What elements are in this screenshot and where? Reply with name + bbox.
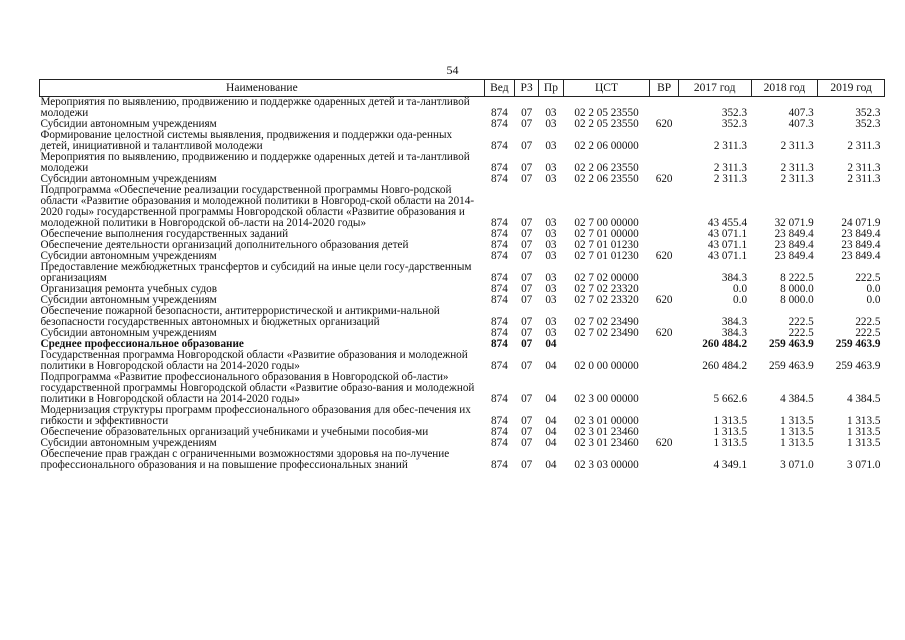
cell-pr: 04 [545,437,557,449]
cell-rz: 07 [521,338,533,350]
cell-ved: 874 [491,426,508,438]
cell-ved: 874 [491,217,508,229]
cell-rz: 07 [521,217,533,229]
cell-name: Субсидии автономным учреждениям [40,327,217,339]
cell-pr: 04 [545,426,557,438]
cell-ved: 874 [491,118,508,130]
cell-name: Обеспечение деятельности организаций дополнительного образования детей [40,239,409,251]
page-number: 54 [446,63,459,77]
cell-2018: 1 313.5 [780,437,814,449]
cell-pr: 03 [545,283,557,295]
cell-2018: 32 071.9 [774,217,814,229]
cell-2019: 222.5 [855,316,881,328]
cell-2019: 259 463.9 [835,338,881,350]
cell-pr: 03 [545,217,557,229]
header-2018: 2018 год [751,80,818,97]
cell-2017: 352.3 [721,118,748,130]
cell-2019: 352.3 [855,118,881,130]
cell-pr: 03 [545,316,557,328]
cell-2018: 3 071.0 [780,459,814,471]
cell-cst: 02 3 01 23460 [574,437,639,449]
cell-vr: 620 [655,173,673,185]
cell-2018: 8 000.0 [780,283,814,295]
cell-2019: 0.0 [866,294,881,306]
cell-name: Подпрограмма «Развитие профессионального образования в Новгородской об-ласти» государственной программы Новгородской области «Развитие образо-вания и молодежной политики в Новгородской области на 2014-2020 годы» [40,371,475,405]
cell-name: Формирование целостной системы выявления, продвижения и поддержки ода-ренных детей, инициативной и талантливой молодежи [40,129,453,152]
cell-rz: 07 [521,239,533,251]
cell-cst: 02 7 00 00000 [574,217,639,229]
table-header-row [40,80,885,97]
cell-pr: 04 [545,338,557,350]
cell-pr: 03 [545,118,557,130]
cell-2019: 1 313.5 [846,426,881,438]
cell-2017: 43 071.1 [707,228,748,240]
header-2019: 2019 год [818,80,885,97]
cell-pr: 03 [545,140,557,152]
cell-vr [650,130,678,152]
cell-rz: 07 [521,162,533,174]
cell-vr [650,185,678,229]
table-row [40,185,885,229]
cell-ved: 874 [491,272,508,284]
cell-name: Обеспечение образовательных организаций учебниками и учебными пособия-ми [40,426,429,438]
table-row [40,152,885,174]
cell-rz: 07 [521,459,533,471]
cell-vr: 620 [655,294,673,306]
cell-ved: 874 [491,338,508,350]
table-row [40,306,885,328]
cell-2018: 1 313.5 [780,415,814,427]
cell-rz: 07 [521,437,533,449]
table-row [40,97,885,120]
cell-2019: 2 311.3 [847,140,881,152]
cell-name: Субсидии автономным учреждениям [40,118,217,130]
cell-2018: 259 463.9 [768,338,814,350]
cell-vr [650,405,678,427]
cell-cst: 02 2 06 00000 [574,140,639,152]
cell-2018: 1 313.5 [780,426,814,438]
cell-name: Мероприятия по выявлению, продвижению и поддержке одаренных детей и та-лантливой молодежи [40,96,470,119]
cell-cst: 02 2 05 23550 [574,118,639,130]
cell-rz: 07 [521,327,533,339]
cell-rz: 07 [521,118,533,130]
cell-name: Предоставление межбюджетных трансфертов и субсидий на иные цели госу-дарственным организациям [40,261,472,284]
cell-ved: 874 [491,228,508,240]
cell-rz: 07 [521,393,533,405]
cell-cst: 02 7 02 23320 [574,294,639,306]
header-rz: РЗ [515,80,539,97]
cell-vr [650,350,678,372]
cell-cst: 02 2 06 23550 [574,162,639,174]
cell-pr: 03 [545,173,557,185]
cell-2018: 407.3 [788,107,814,119]
cell-name: Обеспечение прав граждан с ограниченными возможностями здоровья на по-лучение профессионального образования и на повышение профессиональных знаний [40,448,450,471]
cell-rz: 07 [521,426,533,438]
cell-2018: 4 384.5 [780,393,814,405]
cell-pr: 03 [545,239,557,251]
cell-ved: 874 [491,173,508,185]
cell-cst: 02 2 06 23550 [574,173,639,185]
cell-cst: 02 7 01 01230 [574,250,639,262]
cell-ved: 874 [491,327,508,339]
cell-ved: 874 [491,415,508,427]
header-name: Наименование [40,80,485,97]
cell-vr [650,229,678,240]
cell-cst: 02 7 02 23320 [574,283,639,295]
cell-2017: 352.3 [721,107,748,119]
cell-name: Модернизация структуры программ профессионального образования для обес-печения их гибкости и эффективности [40,404,471,427]
cell-cst: 02 0 00 00000 [574,360,639,372]
cell-rz: 07 [521,250,533,262]
cell-pr: 04 [545,360,557,372]
cell-2019: 23 849.4 [841,250,881,262]
cell-name: Государственная программа Новгородской области «Развитие образования и молодежной политики в Новгородской области на 2014-2020 годы» [40,349,468,372]
cell-rz: 07 [521,107,533,119]
cell-2017: 0.0 [733,294,748,306]
cell-2017: 4 349.1 [713,459,748,471]
table-body [40,97,885,472]
cell-2018: 23 849.4 [774,239,814,251]
cell-2017: 2 311.3 [713,140,748,152]
cell-name: Организация ремонта учебных судов [40,283,218,295]
table-row [40,449,885,471]
cell-vr [650,262,678,284]
header-vr: ВР [650,80,678,97]
cell-vr [650,372,678,405]
cell-2017: 43 071.1 [707,239,748,251]
cell-vr: 620 [655,327,673,339]
cell-name: Обеспечение выполнения государственных заданий [40,228,289,240]
cell-2018: 23 849.4 [774,228,814,240]
cell-cst: 02 3 00 00000 [574,393,639,405]
cell-cst: 02 7 02 23490 [574,316,639,328]
cell-ved: 874 [491,393,508,405]
cell-ved: 874 [491,107,508,119]
cell-pr: 03 [545,162,557,174]
cell-name: Субсидии автономным учреждениям [40,173,217,185]
cell-2019: 23 849.4 [841,228,881,240]
budget-table [39,79,885,471]
cell-vr [650,97,678,120]
cell-cst: 02 3 03 00000 [574,459,639,471]
cell-rz: 07 [521,140,533,152]
table-row [40,262,885,284]
cell-cst: 02 3 01 00000 [574,415,639,427]
cell-pr: 03 [545,228,557,240]
cell-cst: 02 7 01 01230 [574,239,639,251]
cell-pr: 03 [545,294,557,306]
cell-2017: 1 313.5 [713,415,748,427]
table-row [40,350,885,372]
cell-name: Обеспечение пожарной безопасности, антитеррористической и антикрими-нальной безопасности государственных автономных и бюджетных организаций [40,305,440,328]
cell-2018: 222.5 [788,316,814,328]
cell-2019: 23 849.4 [841,239,881,251]
cell-vr: 620 [655,118,673,130]
cell-rz: 07 [521,228,533,240]
cell-2019: 2 311.3 [847,162,881,174]
cell-vr: 620 [655,250,673,262]
cell-2019: 222.5 [855,327,881,339]
cell-rz: 07 [521,415,533,427]
cell-2017: 43 071.1 [707,250,748,262]
cell-rz: 07 [521,173,533,185]
cell-2019: 2 311.3 [847,173,881,185]
cell-2018: 2 311.3 [780,162,814,174]
cell-name: Субсидии автономным учреждениям [40,294,217,306]
cell-ved: 874 [491,294,508,306]
cell-2018: 259 463.9 [768,360,814,372]
cell-pr: 04 [545,415,557,427]
cell-2018: 8 000.0 [780,294,814,306]
cell-pr: 03 [545,272,557,284]
cell-2017: 384.3 [721,316,748,328]
cell-2019: 3 071.0 [846,459,881,471]
cell-pr: 04 [545,459,557,471]
cell-2017: 1 313.5 [713,437,748,449]
cell-2018: 8 222.5 [780,272,814,284]
cell-2018: 2 311.3 [780,140,814,152]
cell-pr: 03 [545,107,557,119]
cell-vr [650,152,678,174]
header-2017: 2017 год [678,80,751,97]
cell-2019: 24 071.9 [841,217,881,229]
cell-2019: 0.0 [866,283,881,295]
cell-name: Среднее профессиональное образование [40,338,244,350]
cell-rz: 07 [521,360,533,372]
cell-vr [650,306,678,328]
cell-2017: 43 455.4 [707,217,748,229]
cell-ved: 874 [491,459,508,471]
table-row [40,405,885,427]
cell-name: Мероприятия по выявлению, продвижению и поддержке одаренных детей и та-лантливой молодежи [40,151,470,174]
cell-rz: 07 [521,294,533,306]
cell-name: Субсидии автономным учреждениям [40,437,217,449]
header-ved: Вед [484,80,514,97]
cell-2017: 5 662.6 [713,393,748,405]
cell-name: Субсидии автономным учреждениям [40,250,217,262]
cell-2017: 2 311.3 [713,162,748,174]
cell-ved: 874 [491,239,508,251]
cell-pr: 03 [545,250,557,262]
cell-2018: 407.3 [788,118,814,130]
cell-vr [650,339,678,350]
cell-2017: 260 484.2 [702,338,748,350]
cell-2017: 384.3 [721,327,748,339]
cell-cst [563,339,650,350]
cell-cst: 02 2 05 23550 [574,107,639,119]
cell-2017: 384.3 [721,272,748,284]
table-row [40,130,885,152]
cell-2018: 2 311.3 [780,173,814,185]
cell-2017: 1 313.5 [713,426,748,438]
cell-pr: 03 [545,327,557,339]
cell-rz: 07 [521,272,533,284]
cell-vr [650,449,678,471]
cell-cst: 02 7 02 00000 [574,272,639,284]
cell-vr: 620 [655,437,673,449]
cell-2017: 0.0 [733,283,748,295]
cell-name: Подпрограмма «Обеспечение реализации государственной программы Новго-родской области «Развитие образования и молодежной политики в Новгород-ской области на 2014-2020 годы» государственной программы Новгородской области «Развитие образования и молодежной политики в Новгородской об-ласти на 2014-2020 годы» [40,184,475,229]
cell-rz: 07 [521,316,533,328]
cell-ved: 874 [491,140,508,152]
cell-2018: 222.5 [788,327,814,339]
cell-2019: 4 384.5 [846,393,881,405]
cell-2018: 23 849.4 [774,250,814,262]
cell-2017: 2 311.3 [713,173,748,185]
cell-ved: 874 [491,162,508,174]
cell-2017: 260 484.2 [702,360,748,372]
cell-ved: 874 [491,250,508,262]
cell-2019: 1 313.5 [846,437,881,449]
cell-ved: 874 [491,316,508,328]
cell-2019: 352.3 [855,107,881,119]
cell-cst: 02 7 01 00000 [574,228,639,240]
cell-2019: 259 463.9 [835,360,881,372]
cell-pr: 04 [545,393,557,405]
cell-rz: 07 [521,283,533,295]
cell-cst: 02 7 02 23490 [574,327,639,339]
cell-2019: 222.5 [855,272,881,284]
cell-ved: 874 [491,283,508,295]
cell-cst: 02 3 01 23460 [574,426,639,438]
cell-2019: 1 313.5 [846,415,881,427]
table-row [40,372,885,405]
cell-ved: 874 [491,360,508,372]
cell-ved: 874 [491,437,508,449]
header-cst: ЦСТ [563,80,650,97]
header-pr: Пр [539,80,563,97]
